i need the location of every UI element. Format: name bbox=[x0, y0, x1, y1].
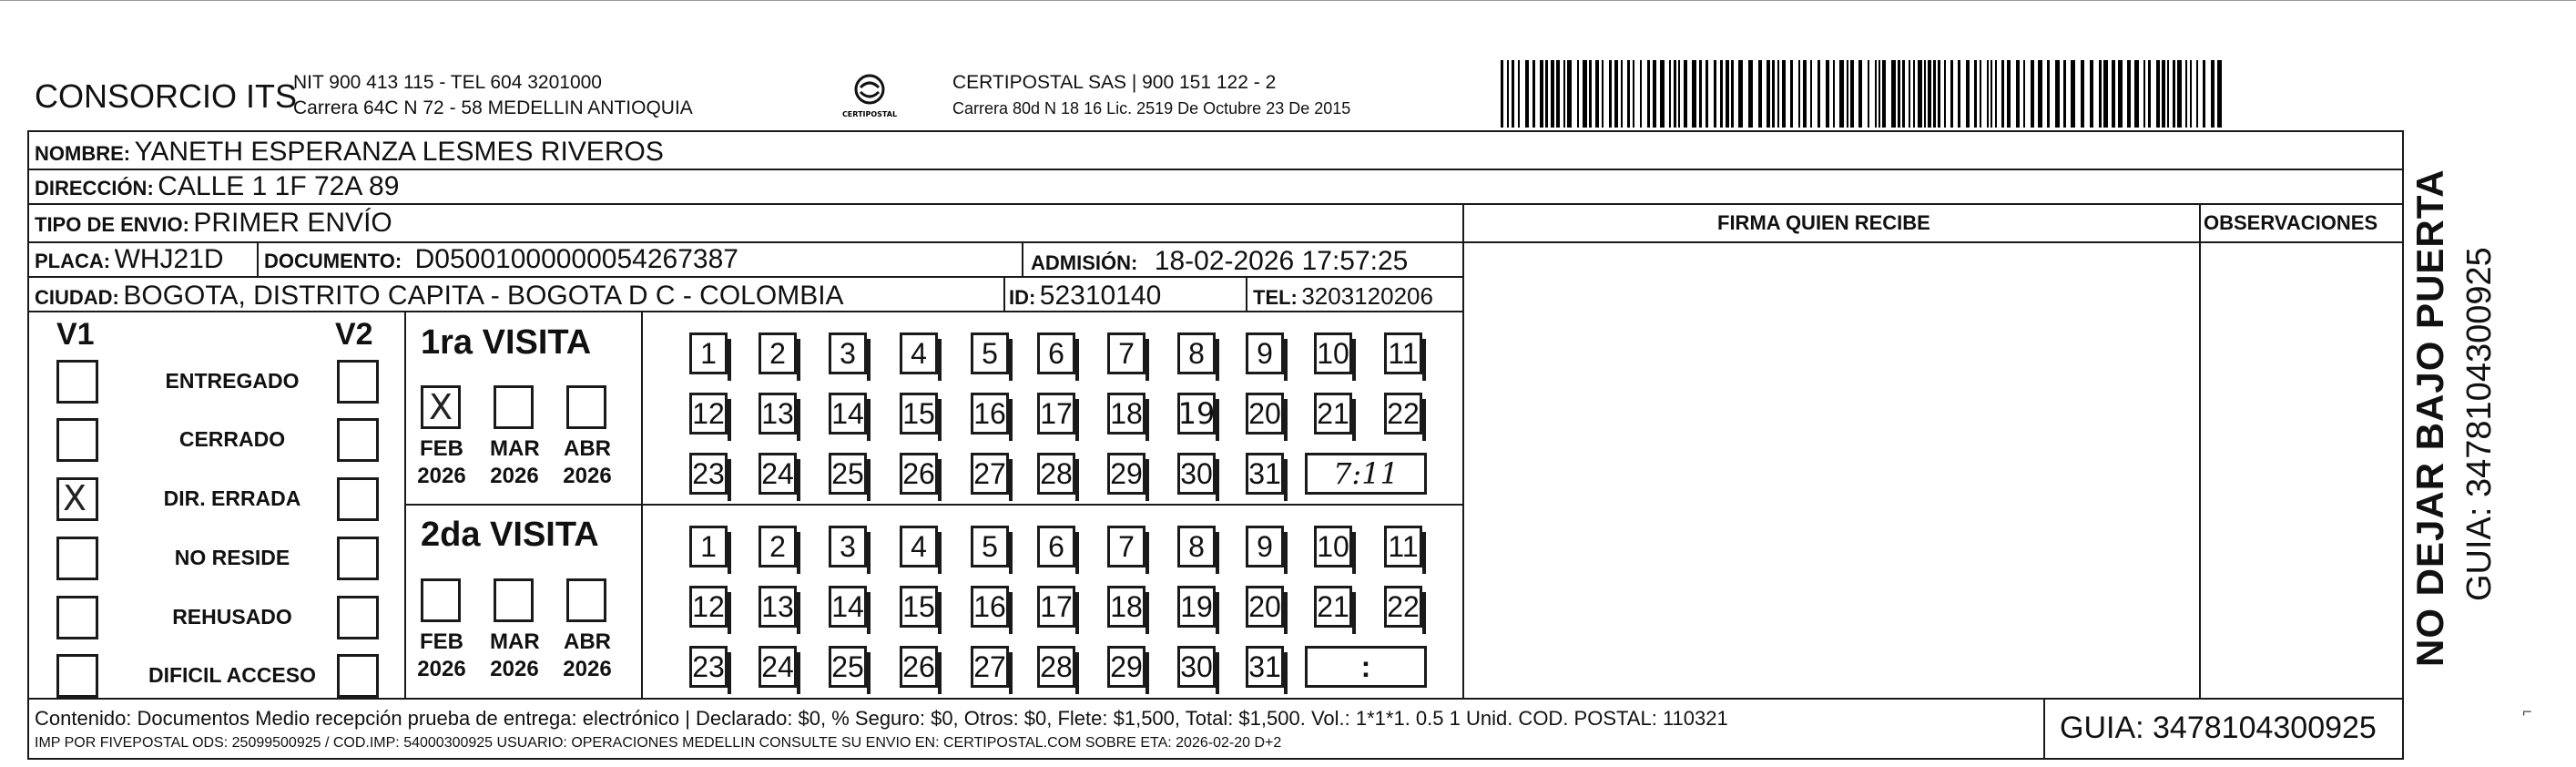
month-checkbox[interactable] bbox=[566, 578, 606, 622]
time-box[interactable] bbox=[1305, 646, 1427, 688]
v1-checkbox[interactable] bbox=[56, 477, 98, 521]
barcode bbox=[1501, 60, 2229, 128]
corner-mark: ⌐ bbox=[2522, 702, 2532, 721]
day-box[interactable] bbox=[1037, 332, 1075, 374]
day-number: 20 bbox=[1248, 589, 1281, 623]
month-label: ABR bbox=[564, 436, 611, 461]
time-box[interactable] bbox=[1305, 453, 1427, 495]
day-box[interactable] bbox=[1384, 526, 1422, 568]
day-box[interactable] bbox=[759, 393, 797, 435]
day-box[interactable] bbox=[1314, 393, 1352, 435]
v2-checkbox[interactable] bbox=[337, 360, 379, 404]
day-number: 1 bbox=[700, 336, 717, 370]
day-number: 5 bbox=[982, 529, 998, 563]
certipostal-logo bbox=[842, 69, 897, 124]
day-number: 6 bbox=[1048, 529, 1064, 563]
day-box[interactable] bbox=[1246, 526, 1284, 568]
day-box[interactable] bbox=[759, 646, 797, 688]
day-number: 19 bbox=[1180, 589, 1213, 623]
day-box[interactable] bbox=[1246, 646, 1284, 688]
day-number: 9 bbox=[1257, 336, 1273, 370]
day-number: 22 bbox=[1387, 589, 1420, 623]
day-box[interactable] bbox=[689, 526, 728, 568]
carrier-line1: CERTIPOSTAL SAS | 900 151 122 - 2 bbox=[952, 72, 1277, 93]
day-number: 13 bbox=[761, 589, 794, 623]
day-number: 21 bbox=[1317, 589, 1349, 623]
day-box[interactable] bbox=[689, 393, 728, 435]
v1-checkbox[interactable] bbox=[56, 654, 98, 698]
day-box[interactable] bbox=[900, 586, 938, 628]
day-box[interactable] bbox=[971, 526, 1009, 568]
day-number: 11 bbox=[1388, 529, 1419, 563]
day-number: 1 bbox=[700, 529, 717, 563]
day-box[interactable] bbox=[829, 393, 867, 435]
v1-checkbox[interactable] bbox=[56, 596, 98, 639]
svg-text:CERTIPOSTAL: CERTIPOSTAL bbox=[842, 110, 897, 118]
month-checkbox[interactable] bbox=[421, 385, 461, 429]
day-number: 12 bbox=[692, 396, 725, 430]
day-box[interactable] bbox=[1037, 393, 1075, 435]
carrier-line2: Carrera 80d N 18 16 Lic. 2519 De Octubre 23 De 2015 bbox=[952, 99, 1351, 118]
observaciones-header: OBSERVACIONES bbox=[2204, 211, 2378, 234]
day-box[interactable] bbox=[1314, 526, 1352, 568]
day-number: 5 bbox=[982, 336, 998, 370]
day-box[interactable] bbox=[1037, 646, 1075, 688]
day-number: 4 bbox=[911, 529, 927, 563]
day-box[interactable] bbox=[971, 586, 1009, 628]
day-number: 26 bbox=[902, 456, 935, 490]
day-number: 26 bbox=[902, 649, 935, 683]
v1-checkbox[interactable] bbox=[56, 537, 98, 580]
year-label: 2026 bbox=[417, 464, 466, 488]
footer-print-line: IMP POR FIVEPOSTAL ODS: 25099500925 / COD.IMP: 54000300925 USUARIO: OPERACIONES MEDELLIN CONSULTE SU ENVIO EN: CERTIPOSTAL.COM SOBRE ETA: 2026-02-20 D+2 bbox=[35, 735, 1282, 751]
check-mark-icon: X bbox=[429, 387, 453, 427]
day-box[interactable] bbox=[900, 646, 938, 688]
day-box[interactable] bbox=[971, 332, 1009, 374]
day-box[interactable] bbox=[1107, 646, 1145, 688]
day-box[interactable] bbox=[1314, 332, 1352, 374]
day-box[interactable] bbox=[900, 453, 938, 495]
day-number: 23 bbox=[692, 649, 725, 683]
day-number: 6 bbox=[1048, 336, 1064, 370]
day-box[interactable] bbox=[829, 586, 867, 628]
month-label: ABR bbox=[564, 629, 611, 654]
documento-field: DOCUMENTO: D05001000000054267387 bbox=[264, 244, 738, 274]
day-box[interactable] bbox=[1107, 332, 1145, 374]
month-label: FEB bbox=[420, 436, 463, 461]
day-box[interactable] bbox=[1384, 586, 1422, 628]
year-label: 2026 bbox=[563, 657, 612, 681]
month-checkbox[interactable] bbox=[494, 578, 534, 622]
year-label: 2026 bbox=[563, 464, 612, 488]
v2-checkbox[interactable] bbox=[337, 537, 379, 580]
day-number: 28 bbox=[1040, 456, 1073, 490]
month-checkbox[interactable] bbox=[566, 385, 606, 429]
day-box[interactable] bbox=[1037, 453, 1075, 495]
day-box[interactable] bbox=[1246, 332, 1284, 374]
nombre-field: NOMBRE: YANETH ESPERANZA LESMES RIVEROS bbox=[35, 137, 664, 167]
admision-field: ADMISIÓN: 18-02-2026 17:57:25 bbox=[1031, 246, 1409, 276]
day-number: 10 bbox=[1317, 336, 1349, 370]
side-no-dejar: NO DEJAR BAJO PUERTA bbox=[2408, 169, 2451, 667]
day-box[interactable] bbox=[1037, 586, 1075, 628]
day-box[interactable] bbox=[1107, 393, 1145, 435]
day-box[interactable] bbox=[689, 453, 728, 495]
day-box[interactable] bbox=[829, 453, 867, 495]
day-number: 11 bbox=[1388, 336, 1419, 370]
v1-label: V1 bbox=[56, 317, 95, 352]
year-label: 2026 bbox=[490, 464, 539, 488]
company-line2: Carrera 64C N 72 - 58 MEDELLIN ANTIOQUIA bbox=[293, 97, 693, 118]
direccion-field: DIRECCIÓN: CALLE 1 1F 72A 89 bbox=[35, 171, 400, 201]
day-box[interactable] bbox=[1177, 332, 1216, 374]
day-number: 23 bbox=[692, 456, 725, 490]
v2-checkbox[interactable] bbox=[337, 477, 379, 521]
footer-content-line: Contenido: Documentos Medio recepción prueba de entrega: electrónico | Declarado: $0, % Seguro: $0, Otros: $0, Flete: $1,500, Total: $1,500. Vol.: 1*1*1. 0.5 1 Unid. COD. POSTAL: 110321 bbox=[35, 707, 1728, 730]
month-label: MAR bbox=[490, 629, 540, 654]
day-box[interactable] bbox=[1246, 586, 1284, 628]
day-box[interactable] bbox=[1107, 526, 1145, 568]
side-guia: GUIA: 3478104300925 bbox=[2460, 247, 2499, 601]
day-box[interactable] bbox=[1107, 586, 1145, 628]
day-number: 25 bbox=[831, 456, 864, 490]
day-box[interactable] bbox=[971, 453, 1009, 495]
day-box[interactable] bbox=[1107, 453, 1145, 495]
status-label: REHUSADO bbox=[172, 605, 292, 629]
day-number: 15 bbox=[902, 396, 935, 430]
status-label: DIR. ERRADA bbox=[163, 486, 301, 510]
v2-label: V2 bbox=[335, 317, 373, 352]
day-number: 3 bbox=[840, 529, 856, 563]
month-label: FEB bbox=[420, 629, 463, 654]
day-box[interactable] bbox=[689, 646, 728, 688]
day-number: 14 bbox=[831, 589, 864, 623]
day-number: 17 bbox=[1040, 589, 1073, 623]
day-number: 27 bbox=[973, 649, 1006, 683]
day-number: 31 bbox=[1248, 649, 1281, 683]
check-mark-icon: X bbox=[63, 478, 87, 518]
day-box[interactable] bbox=[1177, 586, 1216, 628]
day-number: 8 bbox=[1188, 336, 1205, 370]
day-box[interactable] bbox=[1246, 393, 1284, 435]
day-box[interactable] bbox=[759, 526, 797, 568]
day-box[interactable] bbox=[829, 526, 867, 568]
day-box[interactable] bbox=[900, 393, 938, 435]
month-label: MAR bbox=[490, 436, 540, 461]
day-box[interactable] bbox=[1246, 453, 1284, 495]
status-label: ENTREGADO bbox=[165, 369, 300, 393]
status-label: NO RESIDE bbox=[174, 546, 290, 569]
month-checkbox[interactable] bbox=[421, 578, 461, 622]
v2-checkbox[interactable] bbox=[337, 418, 379, 462]
day-number: 16 bbox=[973, 589, 1006, 623]
visit2-title: 2da VISITA bbox=[421, 516, 599, 554]
day-number: 4 bbox=[911, 336, 927, 370]
day-number: 15 bbox=[902, 589, 935, 623]
footer-guia: GUIA: 3478104300925 bbox=[2060, 711, 2377, 745]
day-number: 17 bbox=[1040, 396, 1073, 430]
day-box[interactable] bbox=[1177, 646, 1216, 688]
day-box[interactable] bbox=[900, 526, 938, 568]
day-box[interactable] bbox=[829, 332, 867, 374]
day-number: 16 bbox=[973, 396, 1006, 430]
day-box[interactable] bbox=[971, 393, 1009, 435]
tel-field: TEL: 3203120206 bbox=[1253, 282, 1433, 310]
tipo-envio-field: TIPO DE ENVIO: PRIMER ENVÍO bbox=[35, 208, 392, 238]
day-number: 10 bbox=[1317, 529, 1349, 563]
day-number: 21 bbox=[1317, 396, 1349, 430]
v1-checkbox[interactable] bbox=[56, 360, 98, 404]
day-number: 8 bbox=[1188, 529, 1205, 563]
top-edge bbox=[0, 0, 2576, 1]
day-box[interactable] bbox=[1037, 526, 1075, 568]
day-number: 20 bbox=[1248, 396, 1281, 430]
month-checkbox[interactable] bbox=[494, 385, 534, 429]
day-number: 7 bbox=[1118, 336, 1135, 370]
day-box[interactable] bbox=[900, 332, 938, 374]
ciudad-field: CIUDAD: BOGOTA, DISTRITO CAPITA - BOGOTA D C - COLOMBIA bbox=[35, 281, 844, 311]
placa-field: PLACA: WHJ21D bbox=[35, 244, 224, 274]
day-box[interactable] bbox=[1177, 526, 1216, 568]
time-value: 7:11 bbox=[1333, 456, 1399, 491]
day-box[interactable]: 19 bbox=[1177, 393, 1216, 435]
day-number: 31 bbox=[1248, 456, 1281, 490]
day-box[interactable] bbox=[759, 332, 797, 374]
day-number: 30 bbox=[1180, 649, 1213, 683]
day-number: 24 bbox=[761, 649, 794, 683]
day-box[interactable] bbox=[759, 586, 797, 628]
firma-header: FIRMA QUIEN RECIBE bbox=[1717, 211, 1930, 234]
status-label: CERRADO bbox=[178, 427, 286, 451]
day-number: 29 bbox=[1110, 456, 1143, 490]
day-number: 30 bbox=[1180, 456, 1213, 490]
day-box[interactable] bbox=[1384, 393, 1422, 435]
day-number: 25 bbox=[831, 649, 864, 683]
day-number: 3 bbox=[840, 336, 856, 370]
day-number: 28 bbox=[1040, 649, 1073, 683]
year-label: 2026 bbox=[417, 657, 466, 681]
day-number: 7 bbox=[1118, 529, 1135, 563]
v2-checkbox[interactable] bbox=[337, 654, 379, 698]
id-field: ID: 52310140 bbox=[1009, 281, 1162, 311]
day-number: 29 bbox=[1110, 649, 1143, 683]
company-name: CONSORCIO ITS bbox=[35, 77, 298, 115]
day-number: 9 bbox=[1257, 529, 1273, 563]
status-label: DIFICIL ACCESO bbox=[148, 663, 316, 687]
day-number: 27 bbox=[973, 456, 1006, 490]
year-label: 2026 bbox=[490, 657, 539, 681]
day-box[interactable] bbox=[1314, 586, 1352, 628]
day-box[interactable] bbox=[971, 646, 1009, 688]
time-value: : bbox=[1360, 649, 1371, 683]
day-number: 18 bbox=[1110, 396, 1143, 430]
day-number: 18 bbox=[1110, 589, 1143, 623]
day-box[interactable] bbox=[689, 332, 728, 374]
day-number: 2 bbox=[769, 336, 786, 370]
day-box[interactable] bbox=[829, 646, 867, 688]
visit1-title: 1ra VISITA bbox=[421, 323, 592, 362]
company-line1: NIT 900 413 115 - TEL 604 3201000 bbox=[293, 72, 602, 93]
day-number: 24 bbox=[761, 456, 794, 490]
day-box[interactable] bbox=[1384, 332, 1422, 374]
day-box[interactable] bbox=[689, 586, 728, 628]
day-box[interactable] bbox=[759, 453, 797, 495]
v1-checkbox[interactable] bbox=[56, 418, 98, 462]
day-number: 14 bbox=[831, 396, 864, 430]
day-number: 12 bbox=[692, 589, 725, 623]
day-number: 22 bbox=[1387, 396, 1420, 430]
day-number: 13 bbox=[761, 396, 794, 430]
day-box[interactable] bbox=[1177, 453, 1216, 495]
day-number: 2 bbox=[769, 529, 786, 563]
v2-checkbox[interactable] bbox=[337, 596, 379, 639]
